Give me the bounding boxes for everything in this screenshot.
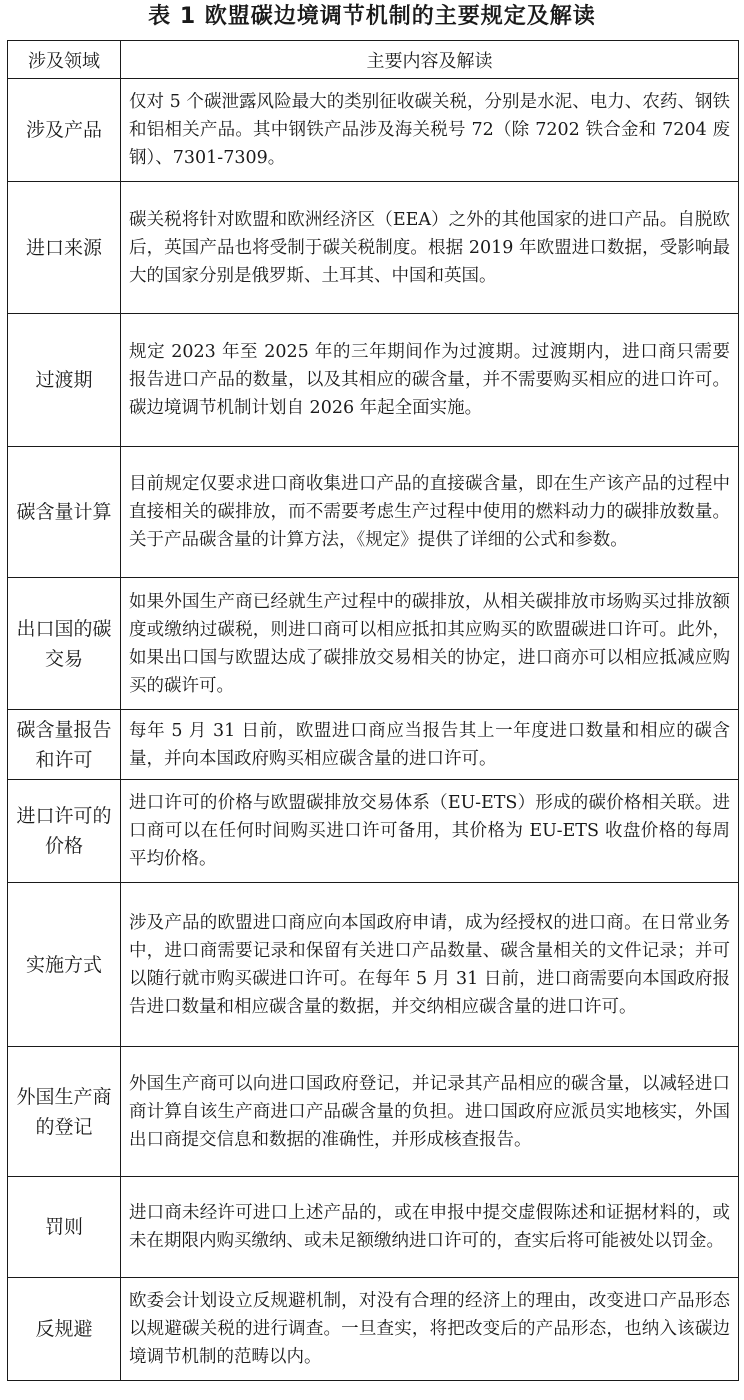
table-row (8, 79, 739, 182)
row-field: 出口国的碳交易 (8, 578, 121, 710)
row-field: 罚则 (8, 1177, 121, 1278)
table-row (8, 314, 739, 447)
table-row (8, 447, 739, 578)
row-content: 碳关税将针对欧盟和欧洲经济区（EEA）之外的其他国家的进口产品。自脱欧后，英国产品也将受制于碳关税制度。根据 2019 年欧盟进口数据，受影响最大的国家分别是俄罗斯、土耳其、中国和英国。 (121, 182, 739, 314)
table-row (8, 780, 739, 883)
row-content: 如果外国生产商已经就生产过程中的碳排放，从相关碳排放市场购买过排放额度或缴纳过碳税，则进口商可以相应抵扣其应购买的欧盟碳进口许可。此外，如果出口国与欧盟达成了碳排放交易相关的协定，进口商亦可以相应抵减应购买的碳许可。 (121, 578, 739, 710)
table-header-row (8, 41, 739, 79)
table-row (8, 710, 739, 780)
row-content: 欧委会计划设立反规避机制，对没有合理的经济上的理由，改变进口产品形态以规避碳关税的进行调查。一旦查实，将把改变后的产品形态，也纳入该碳边境调节机制的范畴以内。 (121, 1278, 739, 1381)
row-content: 进口许可的价格与欧盟碳排放交易体系（EU-ETS）形成的碳价格相关联。进口商可以在任何时间购买进口许可备用，其价格为 EU-ETS 收盘价格的每周平均价格。 (121, 780, 739, 883)
row-content: 目前规定仅要求进口商收集进口产品的直接碳含量，即在生产该产品的过程中直接相关的碳排放，而不需要考虑生产过程中使用的燃料动力的碳排放数量。关于产品碳含量的计算方法，《规定》提供了详细的公式和参数。 (121, 447, 739, 578)
row-field: 进口许可的价格 (8, 780, 121, 883)
row-field: 外国生产商的登记 (8, 1047, 121, 1177)
row-field: 碳含量报告和许可 (8, 710, 121, 780)
header-content: 主要内容及解读 (121, 41, 739, 79)
row-content: 规定 2023 年至 2025 年的三年期间作为过渡期。过渡期内，进口商只需要报告进口产品的数量，以及其相应的碳含量，并不需要购买相应的进口许可。碳边境调节机制计划自 2026 年起全面实施。 (121, 314, 739, 447)
row-field: 碳含量计算 (8, 447, 121, 578)
row-field: 过渡期 (8, 314, 121, 447)
row-content: 涉及产品的欧盟进口商应向本国政府申请，成为经授权的进口商。在日常业务中，进口商需要记录和保留有关进口产品数量、碳含量相关的文件记录；并可以随行就市购买碳进口许可。在每年 5 月 31 日前，进口商需要向本国政府报告进口数量和相应碳含量的数据，并交纳相应碳含量的进口许可。 (121, 883, 739, 1047)
row-content: 进口商未经许可进口上述产品的，或在申报中提交虚假陈述和证据材料的，或未在期限内购买缴纳、或未足额缴纳进口许可的，查实后将可能被处以罚金。 (121, 1177, 739, 1278)
row-content: 外国生产商可以向进口国政府登记，并记录其产品相应的碳含量，以减轻进口商计算自该生产商进口产品碳含量的负担。进口国政府应派员实地核实，外国出口商提交信息和数据的准确性，并形成核查报告。 (121, 1047, 739, 1177)
row-field: 反规避 (8, 1278, 121, 1381)
row-field: 涉及产品 (8, 79, 121, 182)
regulation-table (7, 40, 739, 1381)
table-row (8, 578, 739, 710)
table-row (8, 1177, 739, 1278)
table-row (8, 182, 739, 314)
table-row (8, 1278, 739, 1381)
table-title: 表 1 欧盟碳边境调节机制的主要规定及解读 (148, 4, 596, 29)
table-row (8, 883, 739, 1047)
header-field: 涉及领域 (8, 41, 121, 79)
row-field: 进口来源 (8, 182, 121, 314)
table-row (8, 1047, 739, 1177)
row-content: 每年 5 月 31 日前，欧盟进口商应当报告其上一年度进口数量和相应的碳含量，并向本国政府购买相应碳含量的进口许可。 (121, 710, 739, 780)
row-content: 仅对 5 个碳泄露风险最大的类别征收碳关税，分别是水泥、电力、农药、钢铁和铝相关产品。其中钢铁产品涉及海关税号 72（除 7202 铁合金和 7204 废钢）、7301-7309。 (121, 79, 739, 182)
row-field: 实施方式 (8, 883, 121, 1047)
